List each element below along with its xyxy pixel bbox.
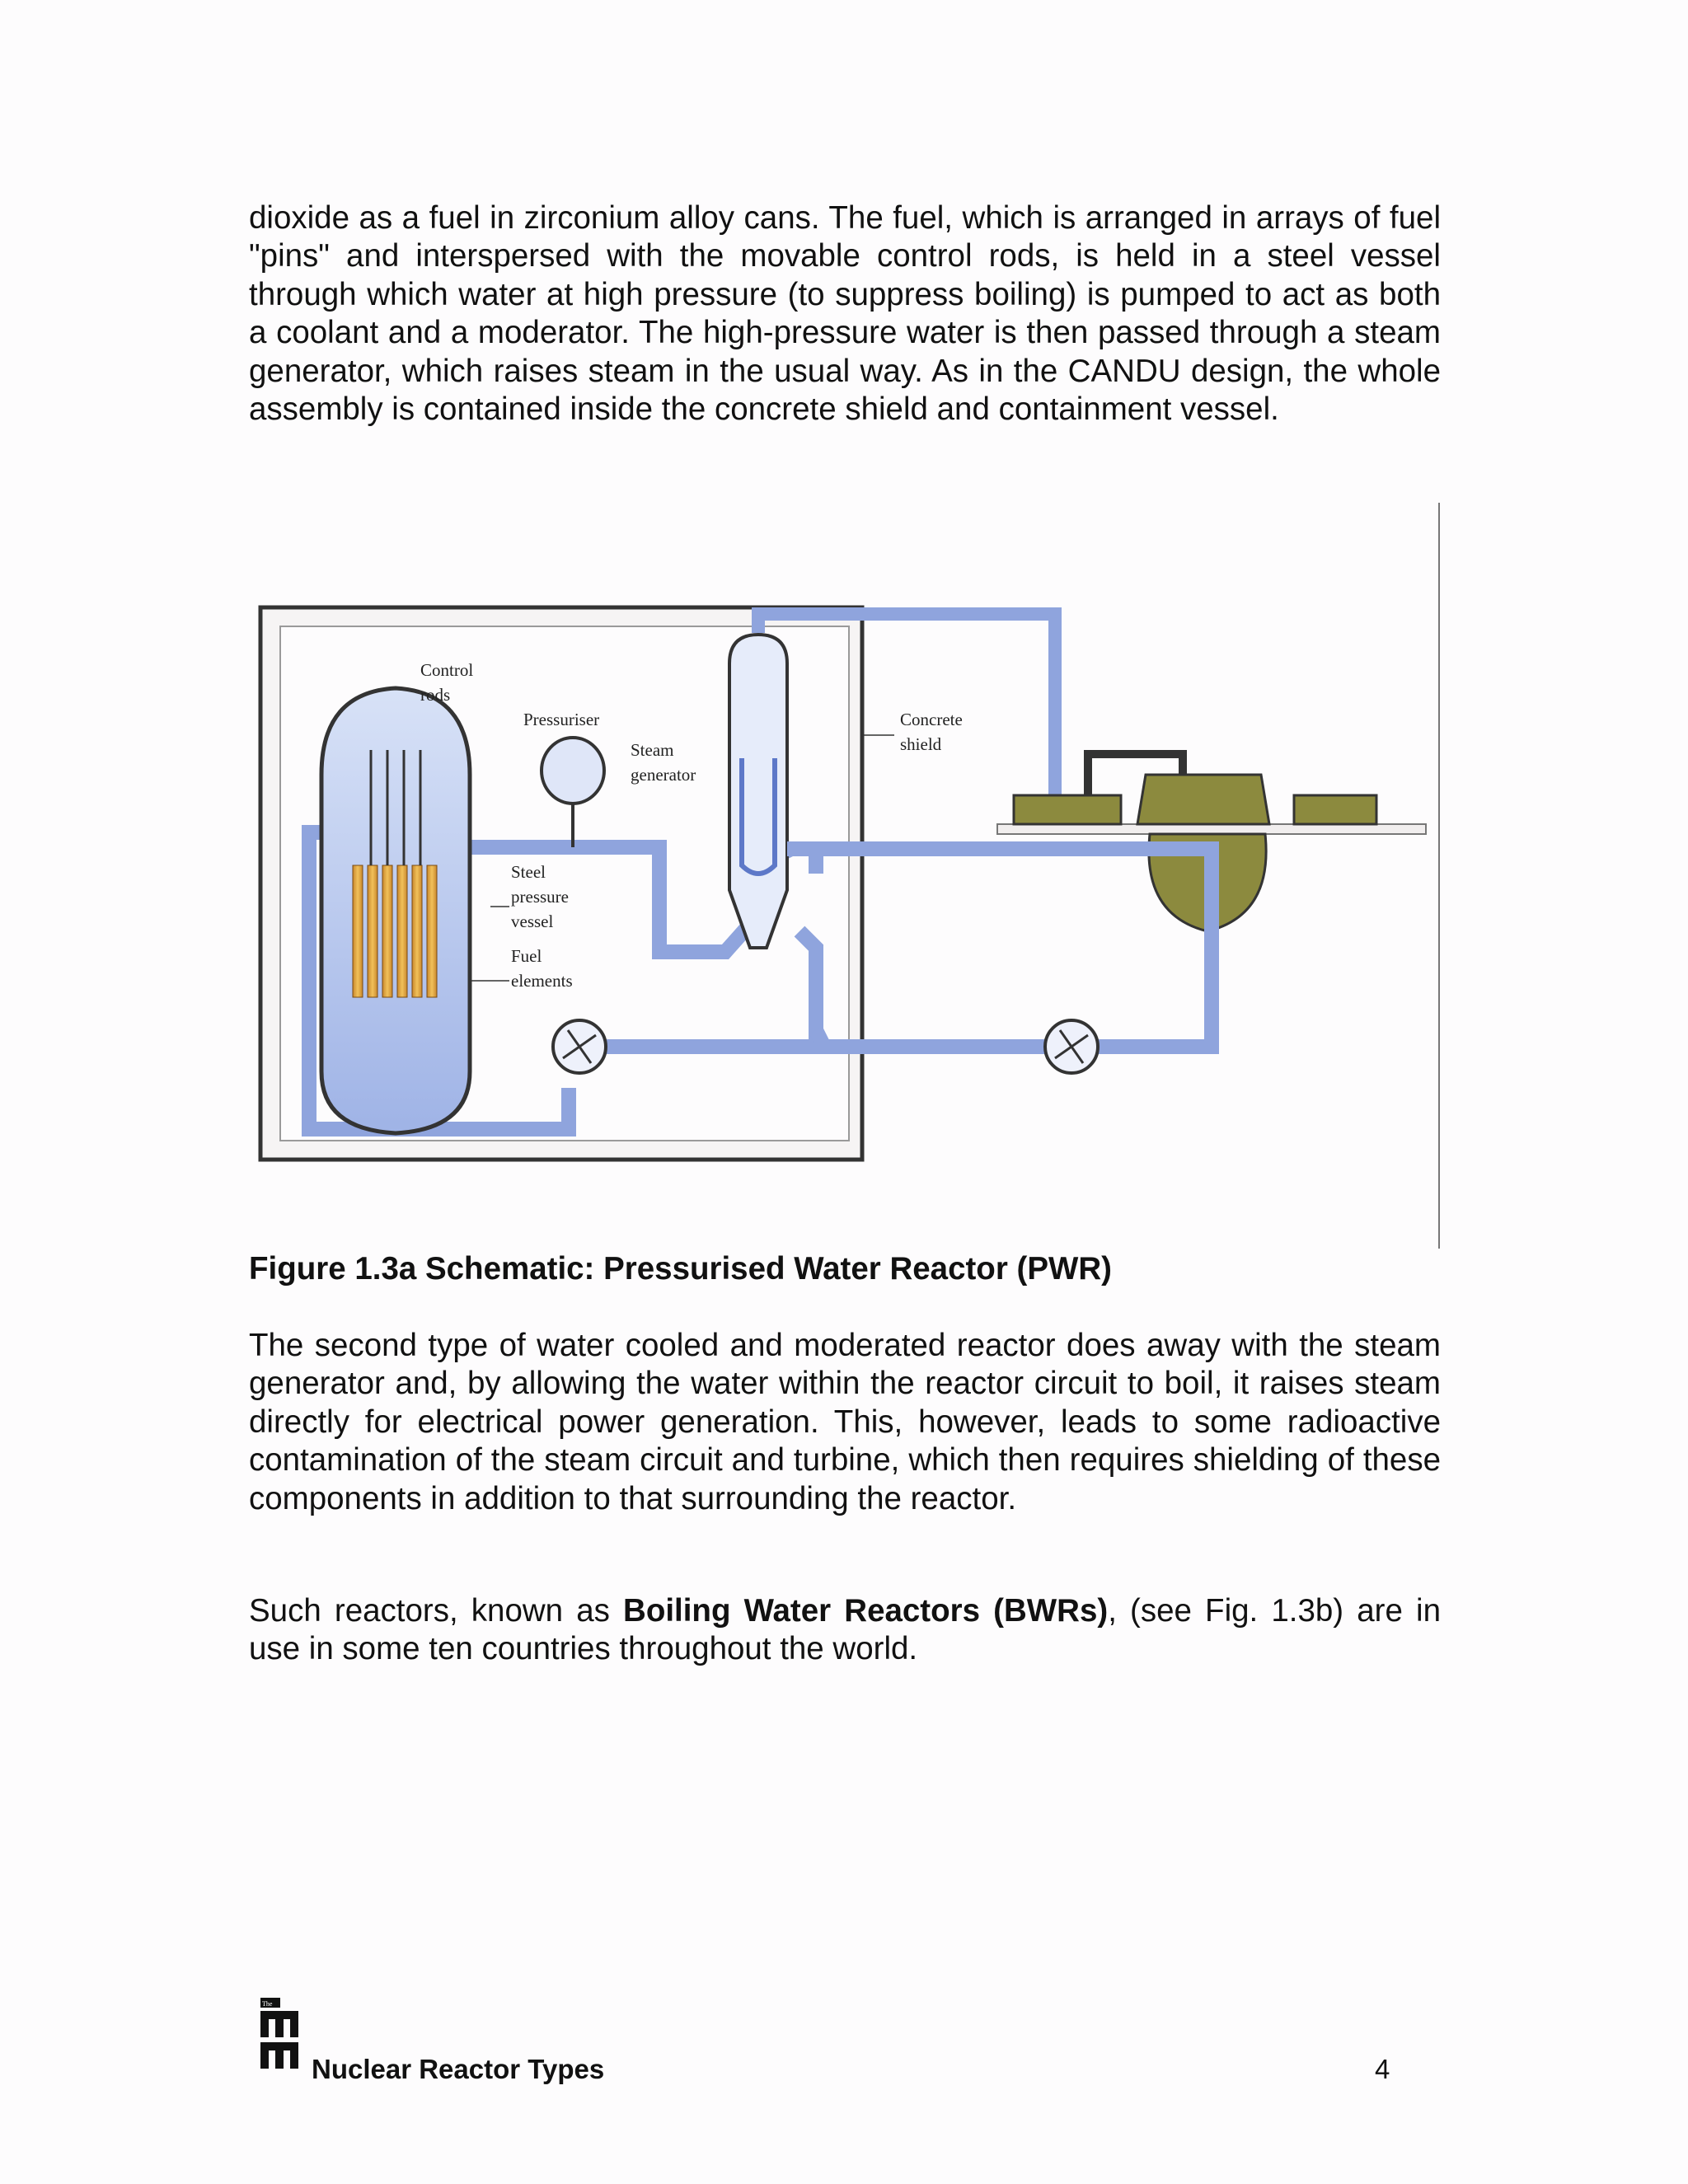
label-control-rods: Control	[420, 660, 474, 680]
publisher-logo-icon	[260, 1998, 300, 2070]
reactor-pressure-vessel	[321, 688, 470, 1133]
label-concrete-shield-2: shield	[900, 734, 942, 754]
vertical-rule	[1438, 503, 1440, 1249]
primary-pump	[553, 1020, 606, 1073]
label-steam-generator-2: generator	[631, 765, 696, 785]
bwr-text-before: Such reactors, known as	[249, 1593, 624, 1629]
figure-caption: Figure 1.3a Schematic: Pressurised Water Reactor (PWR)	[249, 1251, 1112, 1286]
logo-text: The	[262, 2000, 273, 2008]
steam-generator	[729, 635, 787, 948]
intro-paragraph: dioxide as a fuel in zirconium alloy cans. The fuel, which is arranged in arrays of fuel "pins" and interspersed with the movable control rods, is held in a steel vessel through which water at high pressure (to suppress boiling) is pumped to act as both a coolant and a moderator. The high-pressure water is then passed through a steam generator, which raises steam in the usual way. As in the CANDU design, the whole assembly is contained inside the concrete shield and containment vessel.	[249, 200, 1441, 428]
bwr-term: Boiling Water Reactors (BWRs)	[623, 1593, 1109, 1629]
label-steel-pressure-vessel-3: vessel	[511, 912, 554, 931]
label-fuel-elements-2: elements	[511, 971, 573, 991]
page-number: 4	[1375, 2054, 1390, 2084]
label-fuel-elements: Fuel	[511, 946, 542, 966]
label-pressuriser: Pressuriser	[523, 710, 600, 729]
label-steel-pressure-vessel-2: pressure	[511, 887, 569, 907]
pwr-schematic-figure	[247, 503, 1451, 1244]
secondary-pump	[1045, 1020, 1098, 1073]
label-steel-pressure-vessel: Steel	[511, 862, 546, 882]
bwr-paragraph: The second type of water cooled and moderated reactor does away with the steam generator and, by allowing the water within the reactor circuit to boil, it raises steam directly for electrical power generation. This, however, leads to some radioactive contamination of the steam circuit and turbine, which then requires shielding of these components in addition to that surrounding the reactor.	[249, 1328, 1441, 1516]
bwr-summary-paragraph	[249, 1592, 1441, 1669]
label-control-rods-2: rods	[420, 685, 451, 705]
label-concrete-shield: Concrete	[900, 710, 963, 729]
label-steam-generator: Steam	[631, 740, 674, 760]
footer-title: Nuclear Reactor Types	[312, 2054, 605, 2084]
bwr-text-after: , (see Fig. 1.3b) are in use in some ten countries throughout the world.	[249, 1593, 1441, 1667]
